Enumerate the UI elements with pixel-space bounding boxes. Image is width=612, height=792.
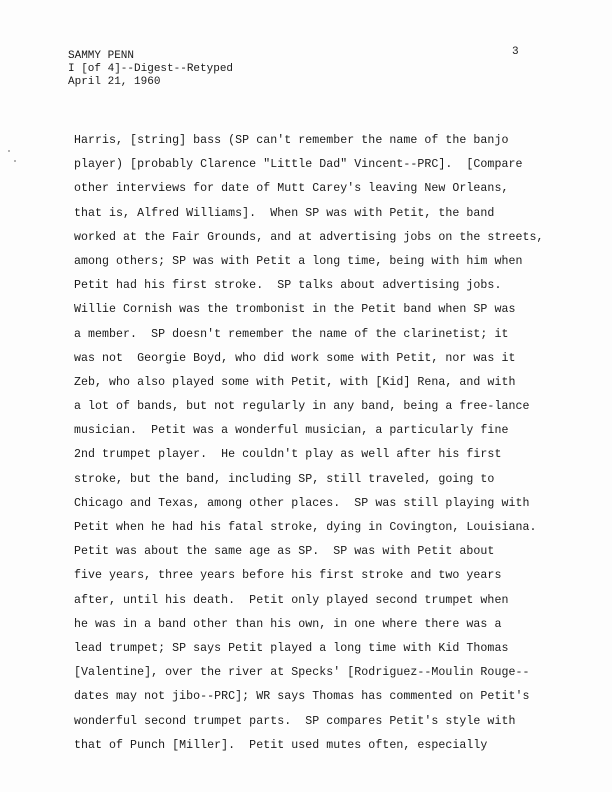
- body-line: five years, three years before his first stroke and two years: [74, 569, 502, 583]
- body-line: stroke, but the band, including SP, still traveled, going to: [74, 472, 495, 486]
- body-line: a member. SP doesn't remember the name of the clarinetist; it: [74, 327, 509, 341]
- document-header: [68, 50, 233, 89]
- body-line: a lot of bands, but not regularly in any band, being a free-lance: [74, 400, 530, 414]
- body-line: after, until his death. Petit only played second trumpet when: [74, 593, 509, 607]
- body-line: lead trumpet; SP says Petit played a long time with Kid Thomas: [74, 641, 509, 655]
- body-text: [74, 134, 594, 763]
- body-line: wonderful second trumpet parts. SP compares Petit's style with: [74, 714, 516, 728]
- body-line: Harris, [string] bass (SP can't remember the name of the banjo: [74, 134, 509, 147]
- header-name: SAMMY PENN: [68, 50, 135, 62]
- body-line: that of Punch [Miller]. Petit used mutes often, especially: [74, 738, 488, 752]
- body-line: [Valentine], over the river at Specks' [Rodriguez--Moulin Rouge--: [74, 666, 530, 680]
- scan-speck: [8, 150, 10, 152]
- body-line: among others; SP was with Petit a long time, being with him when: [74, 254, 523, 268]
- body-line: 2nd trumpet player. He couldn't play as well after his first: [74, 448, 502, 462]
- body-line: worked at the Fair Grounds, and at advertising jobs on the streets,: [74, 230, 544, 244]
- body-line: he was in a band other than his own, in one where there was a: [74, 617, 502, 631]
- body-line: player) [probably Clarence "Little Dad" Vincent--PRC]. [Compare: [74, 158, 523, 172]
- body-line: Willie Cornish was the trombonist in the Petit band when SP was: [74, 303, 516, 317]
- body-line: other interviews for date of Mutt Carey's leaving New Orleans,: [74, 182, 509, 196]
- scan-speck: [14, 160, 16, 162]
- body-line: was not Georgie Boyd, who did work some with Petit, nor was it: [74, 351, 516, 365]
- body-line: that is, Alfred Williams]. When SP was with Petit, the band: [74, 206, 495, 220]
- body-line: Petit was about the same age as SP. SP was with Petit about: [74, 545, 495, 559]
- header-reel: I [of 4]--Digest--Retyped: [68, 63, 234, 75]
- body-line: dates may not jibo--PRC]; WR says Thomas has commented on Petit's: [74, 690, 530, 704]
- body-line: Zeb, who also played some with Petit, with [Kid] Rena, and with: [74, 375, 516, 389]
- body-line: musician. Petit was a wonderful musician, a particularly fine: [74, 424, 509, 438]
- body-line: Chicago and Texas, among other places. SP was still playing with: [74, 496, 530, 510]
- body-line: Petit when he had his fatal stroke, dying in Covington, Louisiana.: [74, 521, 537, 534]
- body-line: Petit had his first stroke. SP talks about advertising jobs.: [74, 279, 502, 293]
- page-number: 3: [512, 46, 519, 58]
- header-date: April 21, 1960: [68, 76, 161, 88]
